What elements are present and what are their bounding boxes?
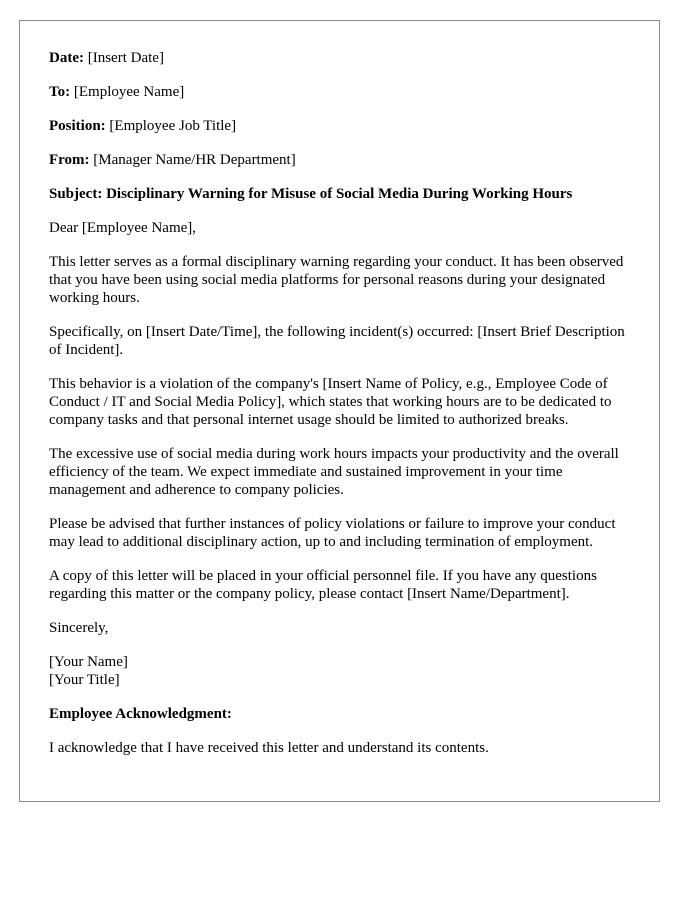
letter-page: [19, 20, 660, 802]
to-label: To:: [49, 84, 71, 100]
body-paragraph-6: A copy of this letter will be placed in your official personnel file. If you have any questions regarding this matter or the company policy, please contact [Insert Name/Department].: [49, 568, 597, 602]
position-label: Position:: [49, 118, 106, 134]
position-value: [Employee Job Title]: [109, 118, 237, 134]
date-field: [49, 49, 641, 67]
body-paragraph-1: This letter serves as a formal disciplinary warning regarding your conduct. It has been observed that you have been using social media platforms for personal reasons during your designated working hours.: [49, 254, 624, 306]
position-field: [49, 117, 641, 135]
date-label: Date:: [49, 50, 84, 66]
to-field: [49, 83, 641, 101]
date-value: [Insert Date]: [87, 50, 164, 66]
to-value: [Employee Name]: [73, 84, 185, 100]
signature-title: [Your Title]: [49, 672, 120, 688]
body-paragraph-4: The excessive use of social media during work hours impacts your productivity and the overall efficiency of the team. We expect immediate and sustained improvement in your time management and adherence to company policies.: [49, 446, 619, 498]
body-paragraph-2: Specifically, on [Insert Date/Time], the following incident(s) occurred: [Insert Brief Description of Incident].: [49, 324, 625, 358]
body-paragraph-5: Please be advised that further instances of policy violations or failure to improve your conduct may lead to additional disciplinary action, up to and including termination of employment.: [49, 516, 616, 550]
signature-name: [Your Name]: [49, 654, 128, 670]
letter-content: [49, 49, 641, 773]
signature-block: [49, 653, 641, 689]
salutation: Dear [Employee Name],: [49, 220, 197, 236]
from-field: [49, 151, 641, 169]
subject-line: Subject: Disciplinary Warning for Misuse of Social Media During Working Hours: [49, 186, 573, 202]
acknowledgment-heading: Employee Acknowledgment:: [49, 706, 232, 722]
from-value: [Manager Name/HR Department]: [93, 152, 296, 168]
closing: Sincerely,: [49, 620, 109, 636]
acknowledgment-text: I acknowledge that I have received this letter and understand its contents.: [49, 740, 489, 756]
from-label: From:: [49, 152, 90, 168]
body-paragraph-3: This behavior is a violation of the company's [Insert Name of Policy, e.g., Employee Code of Conduct / IT and Social Media Policy], which states that working hours are to be dedicated to company tasks and that personal internet usage should be limited to authorized breaks.: [49, 376, 612, 428]
